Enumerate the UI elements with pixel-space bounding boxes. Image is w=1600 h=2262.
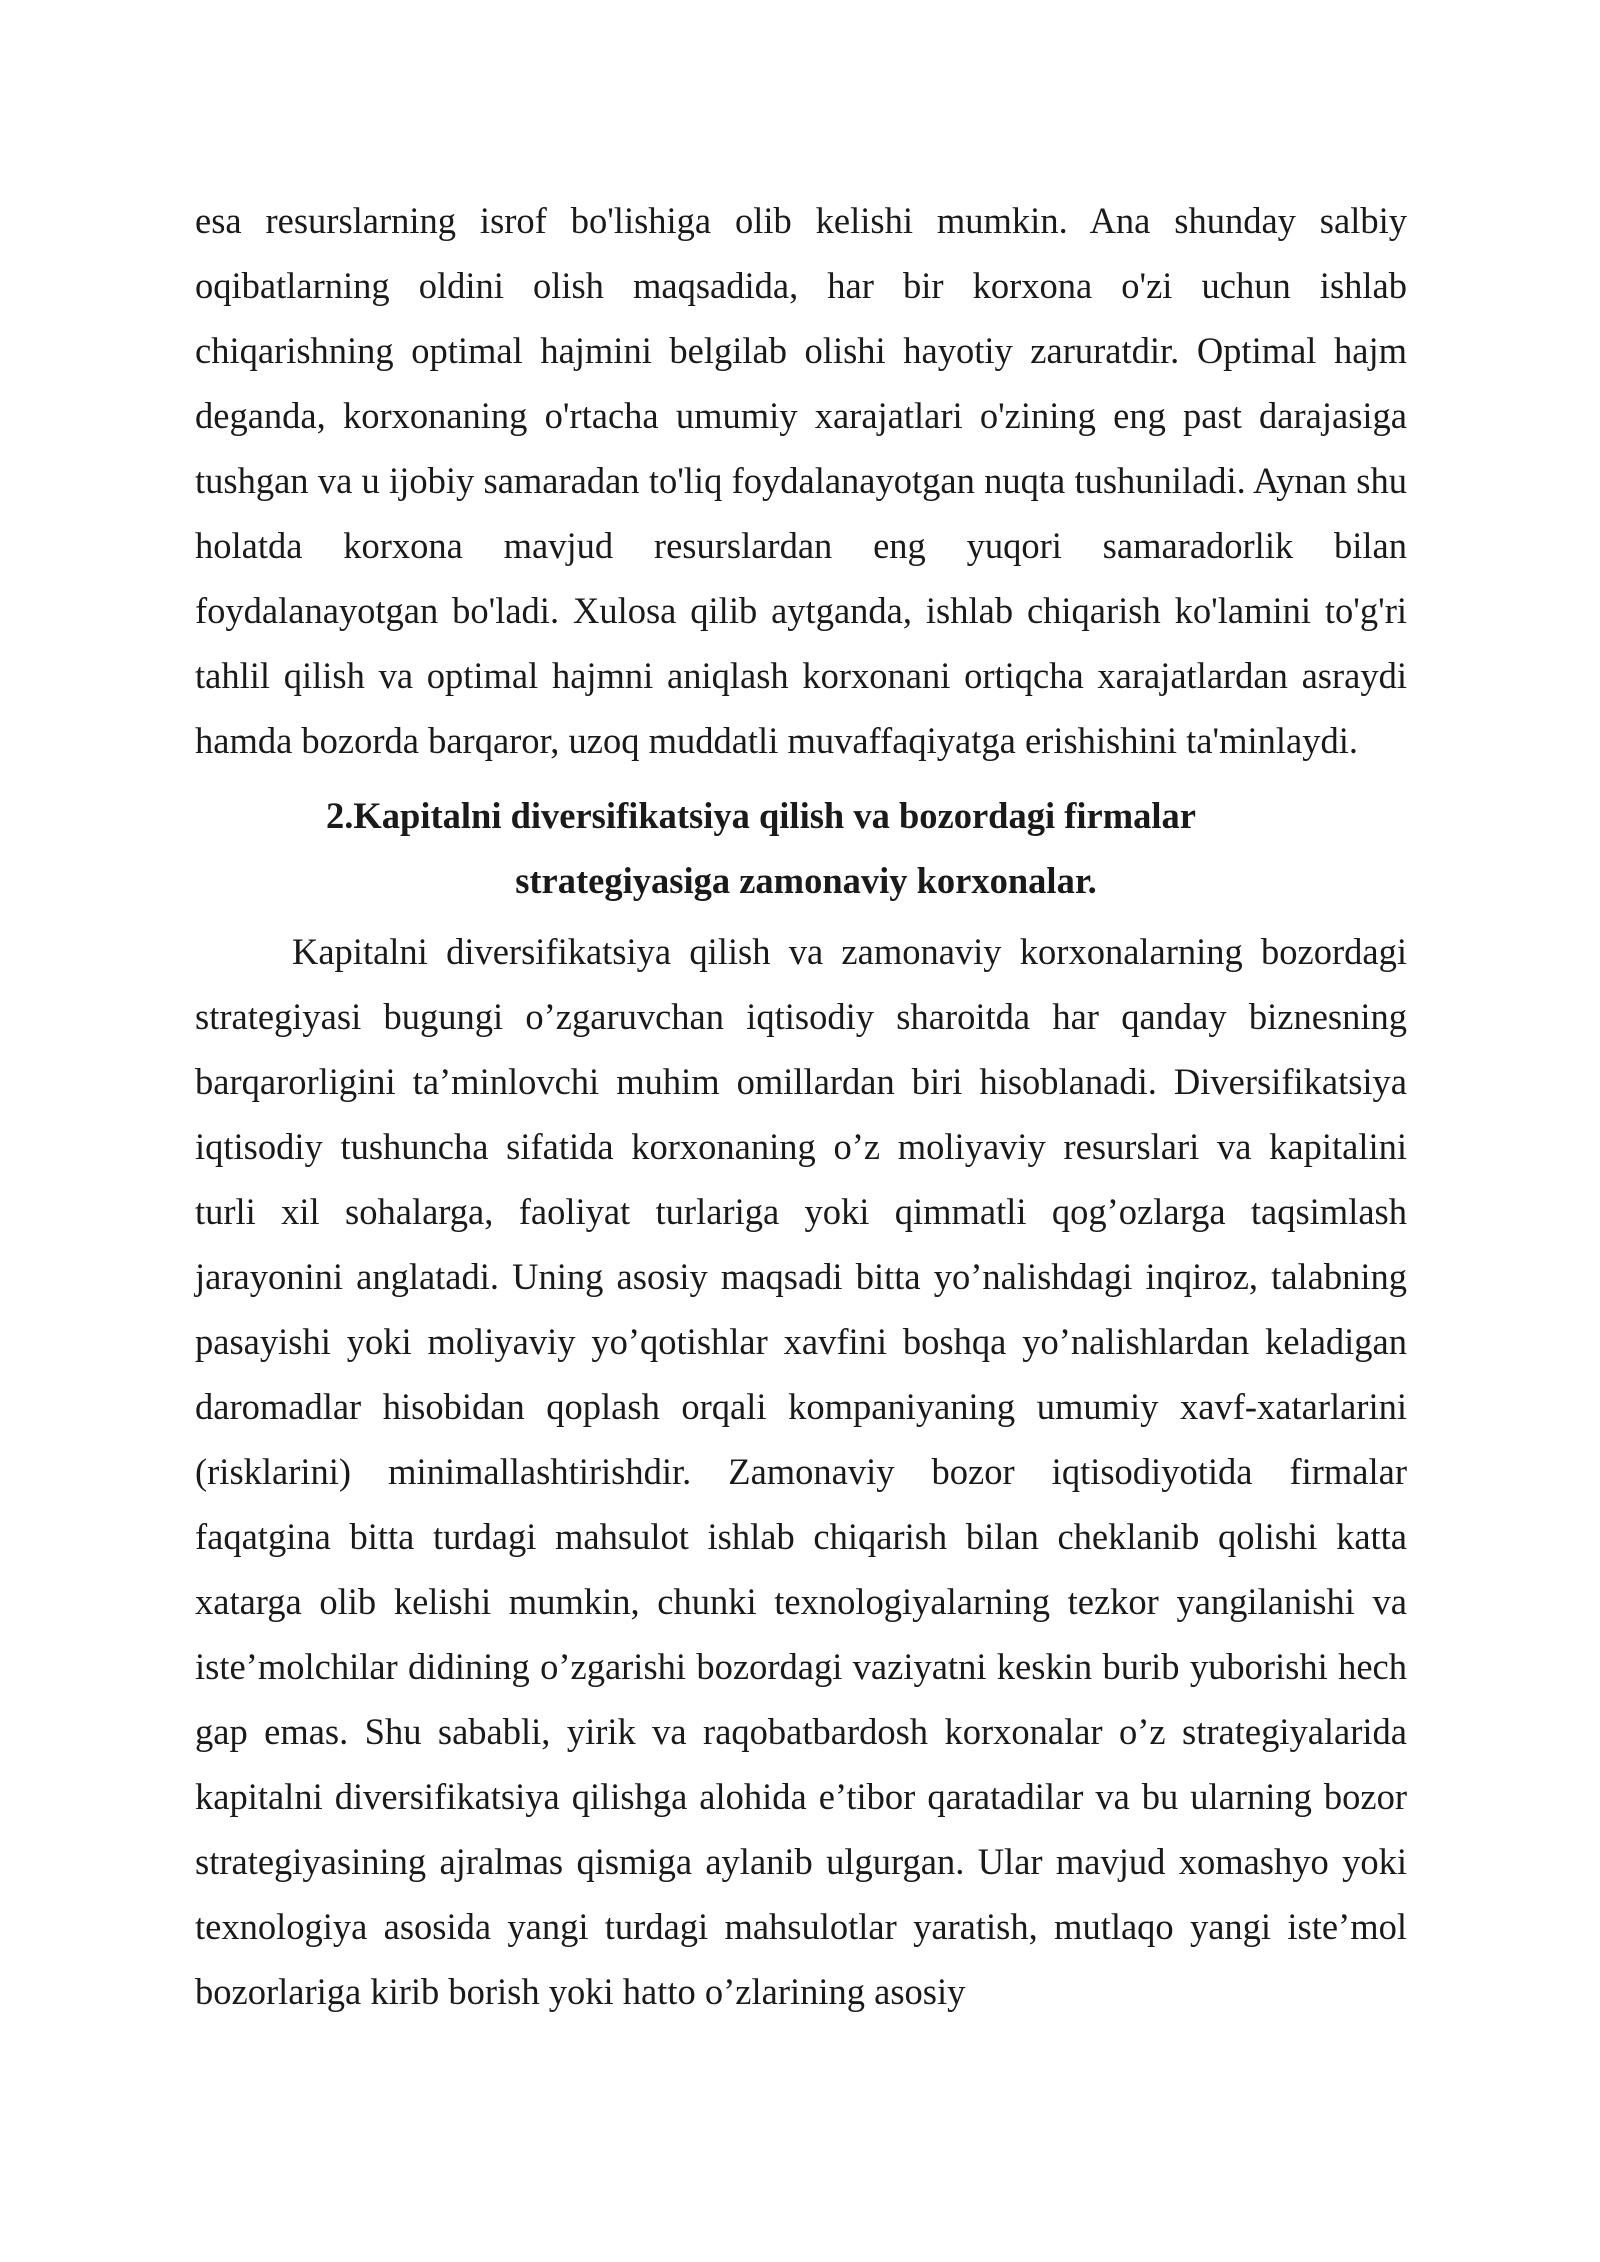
intro-paragraph: esa resurslarning isrof bo'lishiga olib kelishi mumkin. Ana shunday salbiy oqibatlarning oldini olish maqsadida, har bir korxona o'zi uchun ishlab chiqarishning optimal hajmini belgilab olishi hayotiy zaruratdir. Optimal hajm deganda, korxonaning o'rtacha umumiy xarajatlari o'zining eng past darajasiga tushgan va u ijobiy samaradan to'liq foydalanayotgan nuqta tushuniladi. Aynan shu holatda korxona mavjud resurslardan eng yuqori samaradorlik bilan foydalanayotgan bo'ladi. Xulosa qilib aytganda, ishlab chiqarish ko'lamini to'g'ri tahlil qilish va optimal hajmni aniqlash korxonani ortiqcha xarajatlardan asraydi hamda bozorda barqaror, uzoq muddatli muvaffaqiyatga erishishini ta'minlaydi. [195,200,1407,761]
document-page [195,188,1407,2024]
section-heading [195,773,1407,915]
section-heading-line-2: strategiyasiga zamonaviy korxonalar. [515,860,1097,901]
section-heading-line-1: 2.Kapitalni diversifikatsiya qilish va bozordagi firmalar [326,795,1196,836]
body-paragraph: Kapitalni diversifikatsiya qilish va zamonaviy korxonalarning bozordagi strategiyasi bugungi o’zgaruvchan iqtisodiy sharoitda har qanday biznesning barqarorligini ta’minlovchi muhim omillardan biri hisoblanadi. Diversifikatsiya iqtisodiy tushuncha sifatida korxonaning o’z moliyaviy resurslari va kapitalini turli xil sohalarga, faoliyat turlariga yoki qimmatli qog’ozlarga taqsimlash jarayonini anglatadi. Uning asosiy maqsadi bitta yo’nalishdagi inqiroz, talabning pasayishi yoki moliyaviy yo’qotishlar xavfini boshqa yo’nalishlardan keladigan daromadlar hisobidan qoplash orqali kompaniyaning umumiy xavf-xatarlarini (risklarini) minimallashtirishdir. Zamonaviy bozor iqtisodiyotida firmalar faqatgina bitta turdagi mahsulot ishlab chiqarish bilan cheklanib qolishi katta xatarga olib kelishi mumkin, chunki texnologiyalarning tezkor yangilanishi va iste’molchilar didining o’zgarishi bozordagi vaziyatni keskin burib yuborishi hech gap emas. Shu sababli, yirik va raqobatbardosh korxonalar o’z strategiyalarida kapitalni diversifikatsiya qilishga alohida e’tibor qaratadilar va bu ularning bozor strategiyasining ajralmas qismiga aylanib ulgurgan. Ular mavjud xomashyo yoki texnologiya asosida yangi turdagi mahsulotlar yaratish, mutlaqo yangi iste’mol bozorlariga kirib borish yoki hatto o’zlarining asosiy [195,931,1407,2012]
